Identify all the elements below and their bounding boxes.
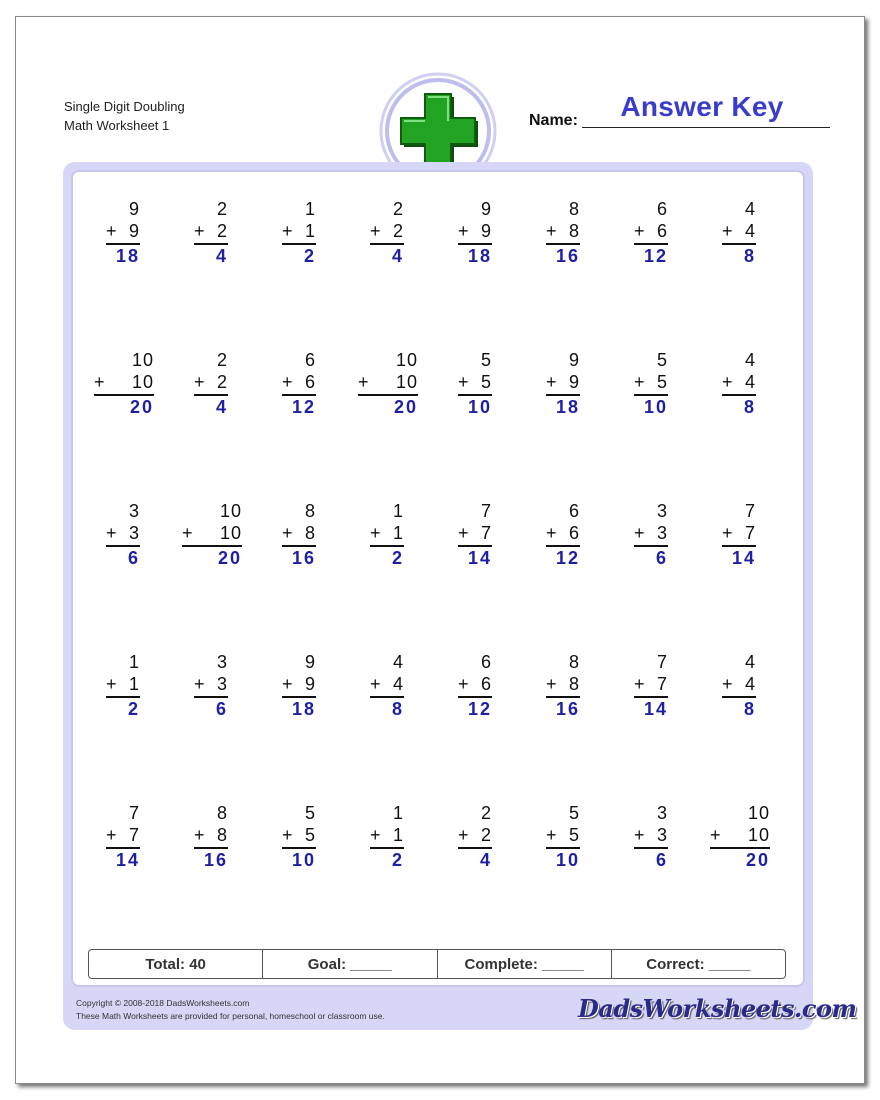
addend-bottom: 8 (568, 674, 580, 694)
addend-bottom-row (194, 673, 228, 695)
addend-bottom-row (282, 824, 316, 846)
dadsworksheets-logo: DadsWorksheets.com (578, 994, 857, 1023)
answer: 4 (215, 397, 228, 417)
problem-item (282, 500, 316, 569)
addend-bottom: 9 (304, 674, 316, 694)
addend-bottom: 3 (128, 523, 140, 543)
problem-item (546, 198, 580, 267)
footer-notice (76, 997, 385, 1023)
addend-top: 5 (568, 803, 580, 823)
problem-item (458, 651, 492, 720)
addend-top: 2 (216, 350, 228, 370)
addend-bottom: 6 (568, 523, 580, 543)
plus-operator: + (634, 221, 646, 241)
problem-item (634, 349, 668, 418)
answer: 16 (555, 699, 580, 719)
addend-bottom: 1 (304, 221, 316, 241)
addend-bottom-row (634, 220, 668, 242)
problem-item (722, 651, 756, 720)
plus-operator: + (458, 523, 470, 543)
addend-top: 3 (656, 803, 668, 823)
plus-operator: + (282, 674, 294, 694)
answer: 18 (467, 246, 492, 266)
addend-bottom: 7 (480, 523, 492, 543)
addend-bottom-row (106, 522, 140, 544)
addend-bottom: 9 (568, 372, 580, 392)
addend-bottom-row (94, 371, 154, 393)
problem-item (182, 500, 242, 569)
plus-operator: + (546, 523, 558, 543)
problem-item (634, 500, 668, 569)
answer: 14 (731, 548, 756, 568)
problem-item (358, 349, 418, 418)
plus-operator: + (194, 674, 206, 694)
addend-bottom-row (358, 371, 418, 393)
answer: 16 (555, 246, 580, 266)
addend-bottom: 4 (744, 674, 756, 694)
answer: 12 (643, 246, 668, 266)
addend-bottom-row (546, 371, 580, 393)
addend-bottom: 10 (747, 825, 770, 845)
problem-area (71, 170, 805, 987)
addend-bottom: 6 (480, 674, 492, 694)
answer: 10 (643, 397, 668, 417)
addend-bottom: 4 (392, 674, 404, 694)
addend-bottom-row (722, 371, 756, 393)
plus-operator: + (194, 372, 206, 392)
addend-bottom: 10 (395, 372, 418, 392)
plus-operator: + (458, 825, 470, 845)
addend-bottom-row (370, 824, 404, 846)
addend-top: 10 (219, 501, 242, 521)
answer: 2 (391, 548, 404, 568)
problem-item (458, 349, 492, 418)
worksheet-title (64, 97, 185, 135)
plus-operator: + (282, 523, 294, 543)
stats-bar (88, 949, 786, 979)
answer: 10 (555, 850, 580, 870)
addend-bottom: 2 (480, 825, 492, 845)
problem-item (546, 500, 580, 569)
problem-item (634, 802, 668, 871)
plus-operator: + (194, 221, 206, 241)
answer: 16 (203, 850, 228, 870)
stat-complete: Complete: _____ (438, 950, 612, 978)
problem-item (106, 651, 140, 720)
addend-top: 8 (568, 199, 580, 219)
answer: 14 (115, 850, 140, 870)
plus-operator: + (546, 221, 558, 241)
addend-bottom-row (458, 522, 492, 544)
answer: 16 (291, 548, 316, 568)
answer-key-title: Answer Key (620, 91, 784, 122)
addend-bottom-row (370, 673, 404, 695)
addend-bottom: 1 (128, 674, 140, 694)
answer: 12 (467, 699, 492, 719)
addend-bottom: 3 (656, 523, 668, 543)
addend-bottom-row (458, 673, 492, 695)
addend-top: 10 (747, 803, 770, 823)
name-label: Name: (529, 112, 578, 129)
addend-bottom: 7 (656, 674, 668, 694)
plus-operator: + (458, 372, 470, 392)
addend-top: 1 (128, 652, 140, 672)
answer: 4 (391, 246, 404, 266)
addend-top: 3 (128, 501, 140, 521)
answer: 18 (291, 699, 316, 719)
problem-item (282, 349, 316, 418)
addend-top: 8 (304, 501, 316, 521)
addend-bottom: 8 (216, 825, 228, 845)
addend-bottom: 2 (216, 372, 228, 392)
answer: 10 (467, 397, 492, 417)
problem-item (722, 349, 756, 418)
plus-operator: + (546, 372, 558, 392)
answer: 20 (745, 850, 770, 870)
plus-operator: + (182, 523, 194, 543)
addend-bottom-row (546, 673, 580, 695)
addend-top: 2 (216, 199, 228, 219)
addend-bottom: 10 (219, 523, 242, 543)
answer: 20 (129, 397, 154, 417)
plus-operator: + (370, 825, 382, 845)
answer: 14 (467, 548, 492, 568)
problem-item (194, 802, 228, 871)
problem-item (370, 500, 404, 569)
answer: 20 (217, 548, 242, 568)
plus-operator: + (722, 674, 734, 694)
addend-bottom: 5 (480, 372, 492, 392)
addend-top: 5 (480, 350, 492, 370)
addend-top: 6 (304, 350, 316, 370)
problem-item (94, 349, 154, 418)
addend-top: 6 (568, 501, 580, 521)
plus-operator: + (634, 674, 646, 694)
addend-bottom: 8 (304, 523, 316, 543)
plus-operator: + (458, 674, 470, 694)
addend-top: 9 (304, 652, 316, 672)
problem-item (106, 500, 140, 569)
addend-bottom: 7 (744, 523, 756, 543)
addend-top: 1 (392, 803, 404, 823)
addend-top: 4 (744, 199, 756, 219)
addend-bottom-row (282, 522, 316, 544)
addend-bottom: 9 (128, 221, 140, 241)
addend-top: 8 (216, 803, 228, 823)
plus-operator: + (722, 372, 734, 392)
plus-operator: + (106, 221, 118, 241)
plus-operator: + (282, 825, 294, 845)
addend-bottom-row (282, 673, 316, 695)
answer: 20 (393, 397, 418, 417)
answer: 8 (743, 699, 756, 719)
addend-bottom: 4 (744, 221, 756, 241)
addend-bottom-row (194, 220, 228, 242)
problem-item (634, 651, 668, 720)
plus-operator: + (94, 372, 106, 392)
problem-item (458, 802, 492, 871)
plus-operator: + (634, 372, 646, 392)
plus-operator: + (546, 825, 558, 845)
problem-item (710, 802, 770, 871)
plus-operator: + (458, 221, 470, 241)
problem-item (194, 349, 228, 418)
plus-operator: + (634, 523, 646, 543)
addend-bottom: 6 (304, 372, 316, 392)
addend-top: 4 (392, 652, 404, 672)
answer: 12 (291, 397, 316, 417)
plus-operator: + (282, 372, 294, 392)
plus-operator: + (546, 674, 558, 694)
problem-item (370, 651, 404, 720)
addend-top: 4 (744, 350, 756, 370)
problem-item (106, 802, 140, 871)
answer: 4 (479, 850, 492, 870)
addend-bottom-row (182, 522, 242, 544)
addend-top: 7 (128, 803, 140, 823)
plus-operator: + (722, 221, 734, 241)
addend-bottom: 1 (392, 523, 404, 543)
problem-item (370, 802, 404, 871)
problem-item (458, 500, 492, 569)
addend-top: 3 (216, 652, 228, 672)
addend-bottom-row (194, 824, 228, 846)
addend-bottom-row (282, 220, 316, 242)
addend-bottom-row (546, 522, 580, 544)
answer: 6 (655, 850, 668, 870)
addend-top: 2 (480, 803, 492, 823)
stat-total: Total: 40 (89, 950, 263, 978)
addend-bottom-row (106, 673, 140, 695)
plus-operator: + (106, 674, 118, 694)
answer: 6 (127, 548, 140, 568)
problem-item (370, 198, 404, 267)
answer: 8 (743, 246, 756, 266)
problem-item (194, 198, 228, 267)
answer: 12 (555, 548, 580, 568)
addend-bottom-row (722, 220, 756, 242)
answer: 8 (743, 397, 756, 417)
addend-bottom-row (194, 371, 228, 393)
problem-item (546, 802, 580, 871)
name-line (582, 127, 830, 128)
problem-item (282, 651, 316, 720)
addend-bottom: 2 (216, 221, 228, 241)
answer: 18 (555, 397, 580, 417)
answer: 18 (115, 246, 140, 266)
addend-bottom: 1 (392, 825, 404, 845)
addend-top: 3 (656, 501, 668, 521)
addend-bottom: 5 (304, 825, 316, 845)
addend-bottom-row (710, 824, 770, 846)
answer: 2 (303, 246, 316, 266)
plus-operator: + (282, 221, 294, 241)
answer: 14 (643, 699, 668, 719)
addend-bottom: 5 (568, 825, 580, 845)
addend-bottom-row (546, 220, 580, 242)
plus-operator: + (370, 674, 382, 694)
addend-bottom-row (634, 824, 668, 846)
addend-bottom-row (458, 220, 492, 242)
problem-item (282, 198, 316, 267)
addend-top: 9 (480, 199, 492, 219)
addend-top: 6 (480, 652, 492, 672)
answer: 6 (215, 699, 228, 719)
addend-bottom-row (634, 371, 668, 393)
copyright-text: Copyright © 2008-2018 DadsWorksheets.com (76, 998, 250, 1008)
addend-top: 6 (656, 199, 668, 219)
addend-bottom: 2 (392, 221, 404, 241)
answer: 2 (127, 699, 140, 719)
addend-top: 7 (744, 501, 756, 521)
addend-bottom: 4 (744, 372, 756, 392)
problem-frame (63, 162, 813, 1030)
problem-item (634, 198, 668, 267)
answer: 8 (391, 699, 404, 719)
usage-notice: These Math Worksheets are provided for personal, homeschool or classroom use. (76, 1011, 385, 1021)
addend-top: 9 (128, 199, 140, 219)
addend-bottom-row (634, 522, 668, 544)
addend-top: 7 (480, 501, 492, 521)
addend-top: 1 (392, 501, 404, 521)
addend-top: 10 (131, 350, 154, 370)
plus-operator: + (722, 523, 734, 543)
stat-goal: Goal: _____ (263, 950, 437, 978)
addend-top: 5 (304, 803, 316, 823)
addend-top: 7 (656, 652, 668, 672)
plus-operator: + (634, 825, 646, 845)
addend-top: 5 (656, 350, 668, 370)
addend-bottom-row (458, 824, 492, 846)
stat-correct: Correct: _____ (646, 955, 751, 973)
addend-bottom: 5 (656, 372, 668, 392)
plus-operator: + (106, 523, 118, 543)
addend-top: 1 (304, 199, 316, 219)
answer: 4 (215, 246, 228, 266)
addend-top: 9 (568, 350, 580, 370)
plus-operator: + (358, 372, 370, 392)
addend-bottom: 7 (128, 825, 140, 845)
plus-operator: + (106, 825, 118, 845)
addend-bottom: 8 (568, 221, 580, 241)
problem-item (106, 198, 140, 267)
plus-operator: + (370, 523, 382, 543)
addend-top: 8 (568, 652, 580, 672)
addend-bottom-row (106, 220, 140, 242)
addend-bottom-row (634, 673, 668, 695)
addend-bottom-row (370, 220, 404, 242)
problem-item (722, 198, 756, 267)
addend-top: 4 (744, 652, 756, 672)
addend-bottom-row (546, 824, 580, 846)
addend-bottom-row (106, 824, 140, 846)
plus-operator: + (710, 825, 722, 845)
title-line-2: Math Worksheet 1 (64, 118, 170, 133)
answer: 2 (391, 850, 404, 870)
addend-top: 2 (392, 199, 404, 219)
problem-item (546, 349, 580, 418)
addend-bottom: 3 (656, 825, 668, 845)
title-line-1: Single Digit Doubling (64, 99, 185, 114)
plus-operator: + (194, 825, 206, 845)
addend-bottom-row (722, 522, 756, 544)
addend-bottom-row (458, 371, 492, 393)
addend-bottom-row (282, 371, 316, 393)
addend-bottom: 10 (131, 372, 154, 392)
problem-item (458, 198, 492, 267)
problem-item (282, 802, 316, 871)
plus-operator: + (370, 221, 382, 241)
addend-bottom-row (722, 673, 756, 695)
problem-item (194, 651, 228, 720)
answer: 10 (291, 850, 316, 870)
answer: 6 (655, 548, 668, 568)
problem-item (546, 651, 580, 720)
addend-bottom: 9 (480, 221, 492, 241)
addend-bottom: 6 (656, 221, 668, 241)
addend-bottom-row (370, 522, 404, 544)
addend-bottom: 3 (216, 674, 228, 694)
addend-top: 10 (395, 350, 418, 370)
problem-item (722, 500, 756, 569)
